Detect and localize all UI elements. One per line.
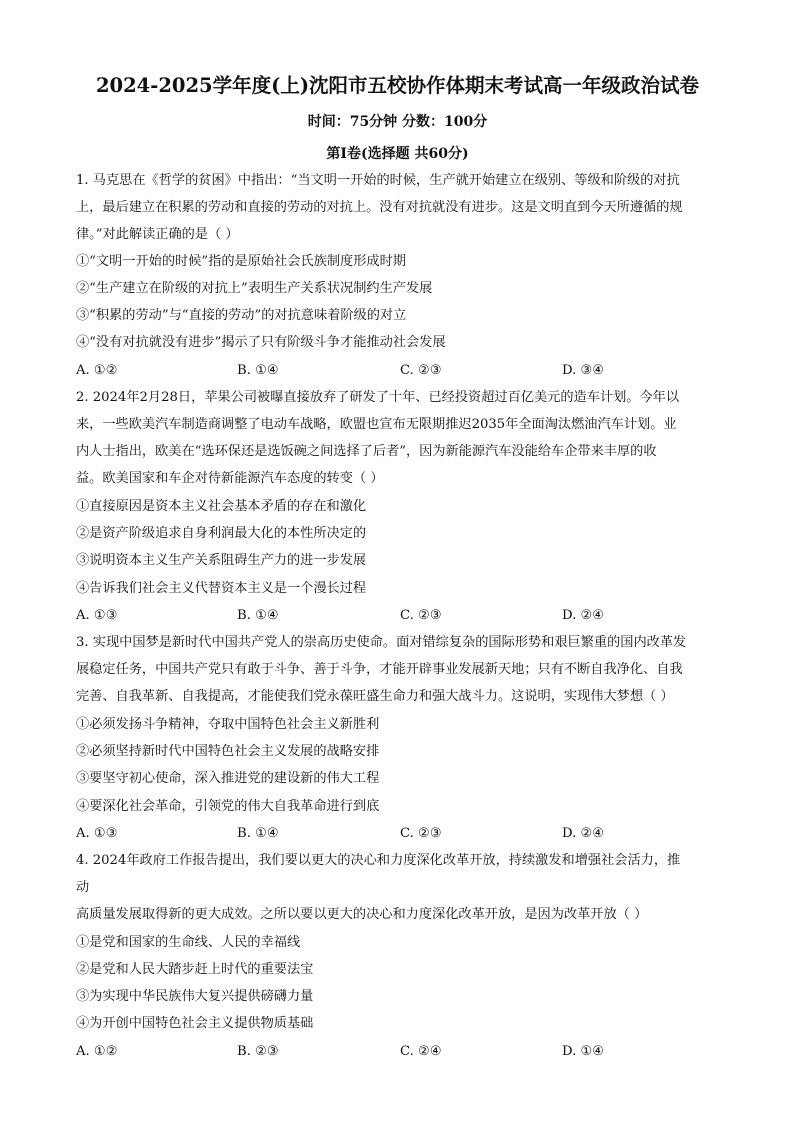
option-c: C. ②③ xyxy=(400,363,442,378)
answer-options xyxy=(76,607,736,625)
option-b: B. ①④ xyxy=(237,826,279,841)
option-b: B. ①④ xyxy=(237,608,279,623)
answer-options xyxy=(76,362,736,380)
option-a: A. ①③ xyxy=(76,826,118,841)
statement-item: ②必须坚持新时代中国特色社会主义发展的战略安排 xyxy=(76,744,380,759)
option-c: C. ②③ xyxy=(400,826,442,841)
question-stem-line: 4. 2024年政府工作报告提出，我们要以更大的决心和力度深化改革开放，持续激发和增强社会活力，推 xyxy=(76,853,681,868)
question-stem-line: 1. 马克思在《哲学的贫困》中指出：“当文明一开始的时候，生产就开始建立在级别、等级和阶级的对抗 xyxy=(76,173,680,188)
statement-item: ④告诉我们社会主义代替资本主义是一个漫长过程 xyxy=(76,581,367,596)
statement-item: ①是党和国家的生命线、人民的幸福线 xyxy=(76,935,301,950)
statement-item: ①“文明一开始的时候”指的是原始社会氏族制度形成时期 xyxy=(76,254,406,269)
question-stem-line: 3. 实现中国梦是新时代中国共产党人的崇高历史使命。面对错综复杂的国际形势和艰巨繁重的国内改革发 xyxy=(76,635,687,650)
statement-item: ④“没有对抗就没有进步”揭示了只有阶级斗争才能推动社会发展 xyxy=(76,335,446,350)
answer-options xyxy=(76,825,736,843)
option-d: D. ②④ xyxy=(562,826,605,841)
statement-item: ③“积累的劳动”与“直接的劳动”的对抗意味着阶级的对立 xyxy=(76,308,407,323)
option-d: D. ②④ xyxy=(562,608,605,623)
statement-item: ③说明资本主义生产关系阻碍生产力的进一步发展 xyxy=(76,553,367,568)
statement-item: ②是党和人民大踏步赶上时代的重要法宝 xyxy=(76,962,314,977)
statement-item: ①必须发扬斗争精神，夺取中国特色社会主义新胜利 xyxy=(76,717,380,732)
option-b: B. ②③ xyxy=(237,1044,279,1059)
time-and-score: 时间：75分钟 分数：100分 xyxy=(307,114,488,130)
statement-item: ③为实现中华民族伟大复兴提供磅礴力量 xyxy=(76,989,314,1004)
question-stem-line: 高质量发展取得新的更大成效。之所以要以更大的决心和力度深化改革开放，是因为改革开放（ ） xyxy=(76,907,648,922)
option-d: D. ③④ xyxy=(562,363,605,378)
option-c: C. ②④ xyxy=(400,1044,442,1059)
question-stem-line: 2. 2024年2月28日，苹果公司被曝直接放弃了研发了十年、已经投资超过百亿美元的造车计划。今年以 xyxy=(76,390,680,405)
statement-item: ④为开创中国特色社会主义提供物质基础 xyxy=(76,1016,314,1031)
section-title: 第Ⅰ卷(选择题 共60分) xyxy=(326,146,469,162)
question-stem-line: 上，最后建立在积累的劳动和直接的劳动的对抗上。没有对抗就没有进步。这是文明直到今天所遵循的规 xyxy=(76,200,683,215)
option-c: C. ②③ xyxy=(400,608,442,623)
statement-item: ②“生产建立在阶级的对抗上”表明生产关系状况制约生产发展 xyxy=(76,281,433,296)
question-stem-line: 动 xyxy=(76,880,90,895)
question-stem-line: 律。”对此解读正确的是（ ） xyxy=(76,227,239,242)
statement-item: ③要坚守初心使命，深入推进党的建设新的伟大工程 xyxy=(76,771,380,786)
exam-title: 2024-2025学年度(上)沈阳市五校协作体期末考试高一年级政治试卷 xyxy=(95,74,700,97)
statement-item: ④要深化社会革命，引领党的伟大自我革命进行到底 xyxy=(76,799,380,814)
question-stem-line: 展稳定任务，中国共产党只有敢于斗争、善于斗争，才能开辟事业发展新天地；只有不断自我净化、自我 xyxy=(76,662,683,677)
option-a: A. ①② xyxy=(76,363,118,378)
option-b: B. ①④ xyxy=(237,363,279,378)
statement-item: ①直接原因是资本主义社会基本矛盾的存在和激化 xyxy=(76,499,367,514)
question-stem-line: 内人士指出，欧美在“选环保还是选饭碗之间选择了后者”，因为新能源汽车没能给车企带来丰厚的收 xyxy=(76,444,657,459)
answer-options xyxy=(76,1043,736,1061)
question-stem-line: 完善、自我革新、自我提高，才能使我们党永葆旺盛生命力和强大战斗力。这说明，实现伟大梦想（ ） xyxy=(76,689,674,704)
option-d: D. ①④ xyxy=(562,1044,605,1059)
question-stem-line: 来，一些欧美汽车制造商调整了电动车战略，欧盟也宣布无限期推迟2035年全面淘汰燃油汽车计划。业 xyxy=(76,417,677,432)
option-a: A. ①③ xyxy=(76,608,118,623)
option-a: A. ①② xyxy=(76,1044,118,1059)
statement-item: ②是资产阶级追求自身利润最大化的本性所决定的 xyxy=(76,526,367,541)
question-stem-line: 益。欧美国家和车企对待新能源汽车态度的转变（ ） xyxy=(76,471,384,486)
